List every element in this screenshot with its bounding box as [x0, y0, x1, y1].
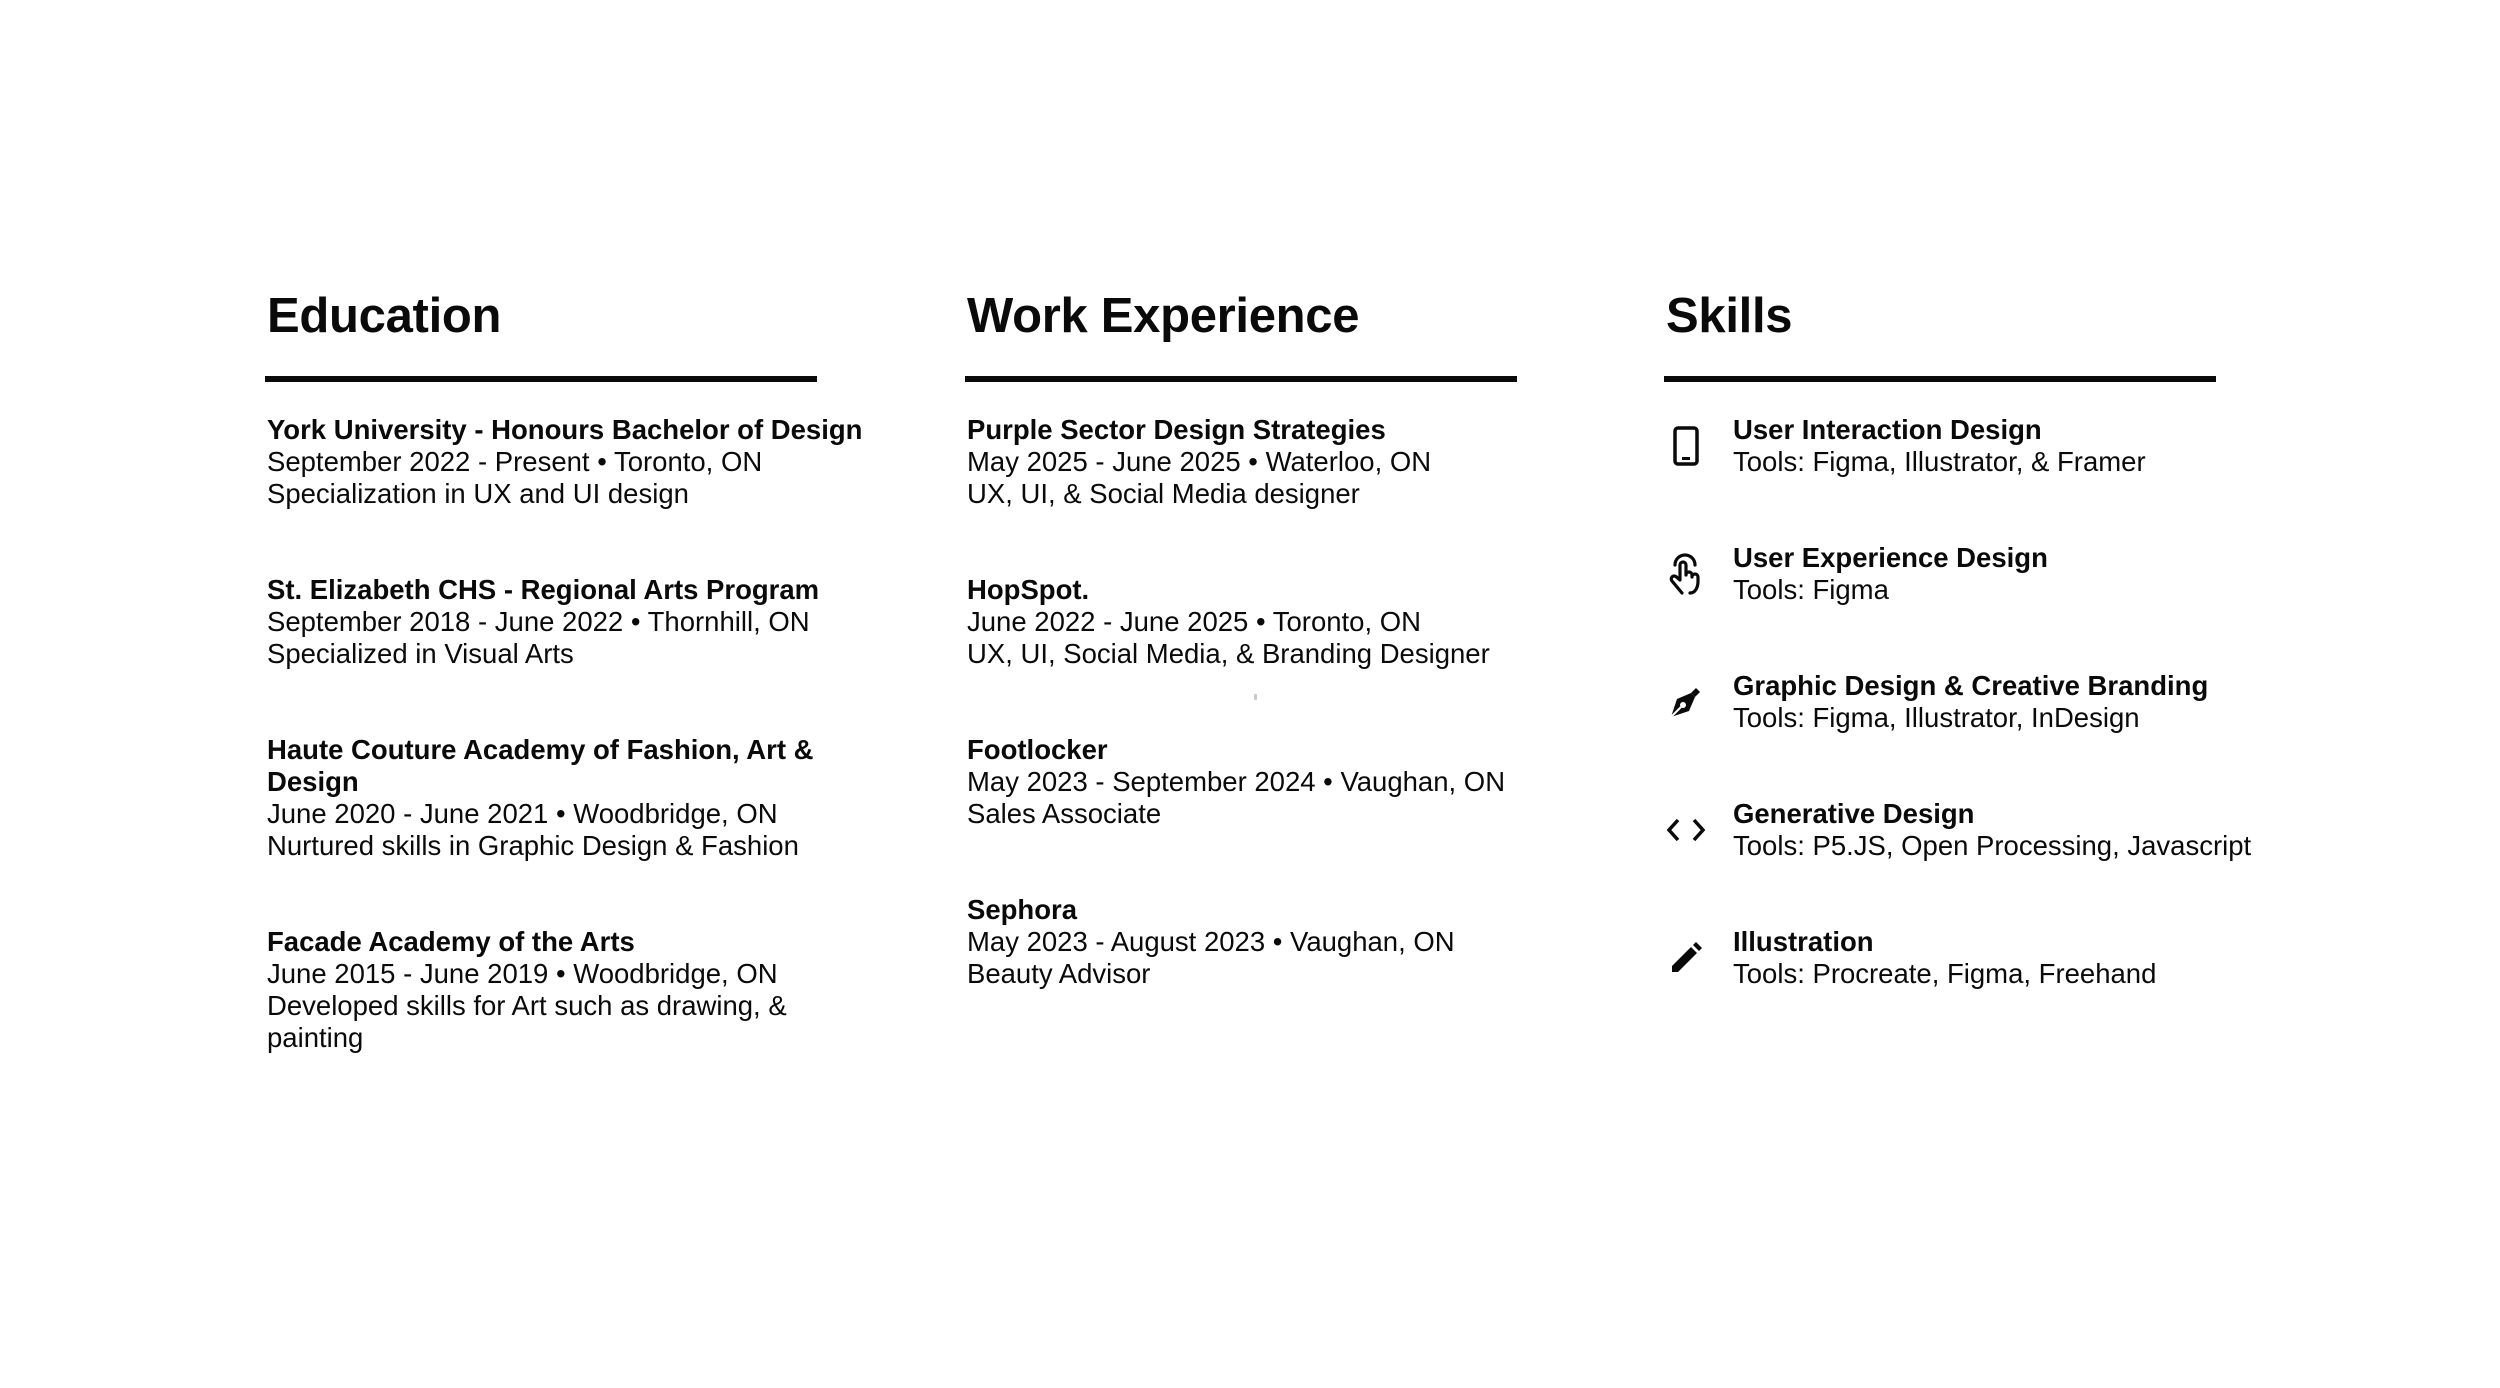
work-entry-sephora	[967, 894, 1567, 990]
entry-title: Sephora	[967, 894, 1078, 925]
education-divider	[265, 376, 817, 382]
entry-title: Facade Academy of the Arts	[267, 926, 635, 957]
entry-title: York University - Honours Bachelor of Design	[267, 414, 863, 445]
entry-detail: UX, UI, & Social Media designer	[967, 478, 1360, 509]
stray-mark	[1254, 694, 1257, 700]
skill-tools: Tools: Figma, Illustrator, InDesign	[1733, 702, 2140, 733]
smartphone-icon	[1666, 414, 1706, 478]
entry-detail-line1: Developed skills for Art such as drawing, &	[267, 990, 787, 1021]
entry-dates: May 2025 - June 2025 • Waterloo, ON	[967, 446, 1432, 477]
pencil-icon	[1666, 926, 1706, 990]
entry-detail-line2: painting	[267, 1022, 364, 1053]
entry-dates: June 2022 - June 2025 • Toronto, ON	[967, 606, 1422, 637]
work-entry-hopspot	[967, 574, 1567, 670]
entry-dates: May 2023 - August 2023 • Vaughan, ON	[967, 926, 1455, 957]
work-experience-divider	[965, 376, 1517, 382]
skill-title: User Interaction Design	[1733, 414, 2042, 445]
skill-title: Graphic Design & Creative Branding	[1733, 670, 2209, 701]
work-entry-footlocker	[967, 734, 1567, 830]
work-experience-heading: Work Experience	[967, 289, 1360, 343]
entry-title: Purple Sector Design Strategies	[967, 414, 1386, 445]
skills-section	[1666, 286, 2286, 989]
skill-tools: Tools: Figma	[1733, 574, 1889, 605]
entry-title: Footlocker	[967, 734, 1108, 765]
work-entry-purple-sector	[967, 414, 1567, 510]
work-experience-section	[967, 286, 1567, 989]
touch-hand-icon	[1666, 542, 1706, 606]
education-entry-york	[267, 414, 867, 510]
education-section	[267, 286, 867, 1053]
education-entry-facade	[267, 926, 867, 1054]
entry-dates: June 2015 - June 2019 • Woodbridge, ON	[267, 958, 778, 989]
skills-heading: Skills	[1666, 289, 1793, 343]
entry-title-line1: Haute Couture Academy of Fashion, Art &	[267, 734, 814, 765]
skill-title: Generative Design	[1733, 798, 1975, 829]
entry-dates: September 2018 - June 2022 • Thornhill, ON	[267, 606, 810, 637]
entry-title: HopSpot.	[967, 574, 1090, 605]
entry-dates: May 2023 - September 2024 • Vaughan, ON	[967, 766, 1506, 797]
skill-tools: Tools: Procreate, Figma, Freehand	[1733, 958, 2157, 989]
entry-title: St. Elizabeth CHS - Regional Arts Program	[267, 574, 820, 605]
entry-dates: June 2020 - June 2021 • Woodbridge, ON	[267, 798, 778, 829]
entry-detail: Nurtured skills in Graphic Design & Fashion	[267, 830, 799, 861]
code-icon	[1666, 798, 1706, 862]
pen-nib-icon	[1666, 670, 1706, 734]
entry-title-line2: Design	[267, 766, 359, 797]
entry-detail: Specialization in UX and UI design	[267, 478, 689, 509]
entry-detail: UX, UI, Social Media, & Branding Designer	[967, 638, 1490, 669]
skill-tools: Tools: Figma, Illustrator, & Framer	[1733, 446, 2146, 477]
entry-dates: September 2022 - Present • Toronto, ON	[267, 446, 763, 477]
education-heading: Education	[267, 289, 502, 343]
education-entry-haute-couture	[267, 734, 867, 862]
entry-detail: Beauty Advisor	[967, 958, 1151, 989]
entry-detail: Specialized in Visual Arts	[267, 638, 574, 669]
skills-divider	[1664, 376, 2216, 382]
education-entry-st-elizabeth	[267, 574, 867, 670]
skill-title: Illustration	[1733, 926, 1874, 957]
entry-detail: Sales Associate	[967, 798, 1162, 829]
skill-tools: Tools: P5.JS, Open Processing, Javascript	[1733, 830, 2252, 861]
skill-title: User Experience Design	[1733, 542, 2048, 573]
